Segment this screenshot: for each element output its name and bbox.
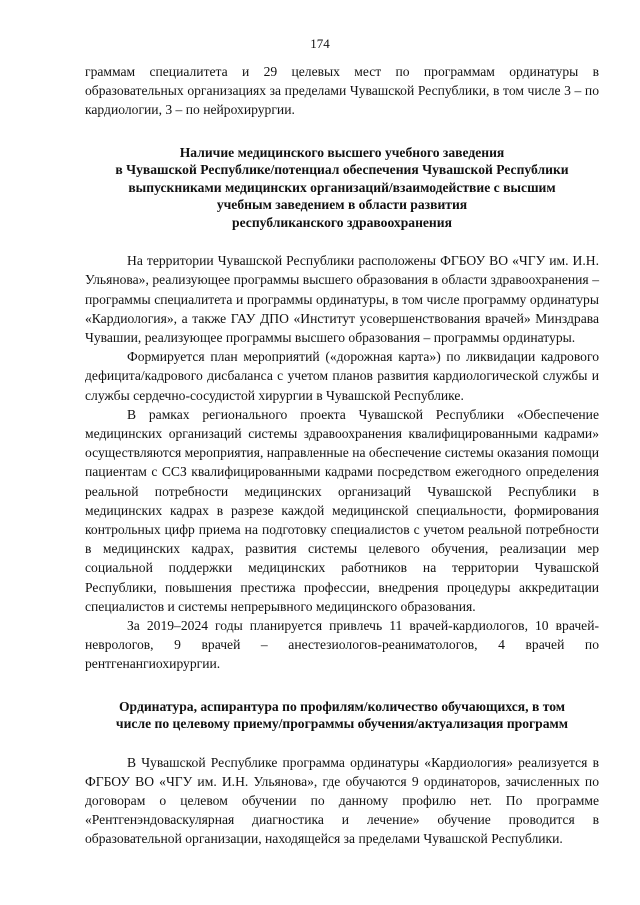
heading-line: Ординатура, аспирантура по профилям/количество обучающихся, в том bbox=[118, 698, 565, 714]
heading-line: выпускниками медицинских организаций/взаимодействие с высшим bbox=[128, 179, 556, 195]
section-1-paragraph-roadmap: Формируется план мероприятий («дорожная карта») по ликвидации кадрового дефицита/кадрового дисбаланса с учетом планов развития кардиологической службы и службы сердечно-сосудистой хирургии в Чувашской Республике. bbox=[85, 349, 599, 403]
heading-line: учебным заведением в области развития bbox=[216, 197, 468, 213]
section-1-heading bbox=[85, 144, 599, 232]
heading-line: Наличие медицинского высшего учебного заведения bbox=[179, 144, 505, 160]
section-1-paragraph-universities: На территории Чувашской Республики расположены ФГБОУ ВО «ЧГУ им. И.Н. Ульянова», реализующее программы высшего образования в области здравоохранения – программы специалитета и программы ординатуры, в том числе программу ординатуры «Кардиология», а также ГАУ ДПО «Институт усовершенствования врачей» Минздрава Чувашии, реализующее программы высшего образования – программы ординатуры. bbox=[85, 253, 599, 345]
heading-line: числе по целевому приему/программы обучения/актуализация программ bbox=[115, 716, 569, 732]
intro-paragraph: граммам специалитета и 29 целевых мест по программам ординатуры в образовательных организациях за пределами Чувашской Республики, в том числе 3 – по кардиологии, 3 – по нейрохирургии. bbox=[85, 64, 599, 118]
section-1-paragraph-regional-project: В рамках регионального проекта Чувашской Республики «Обеспечение медицинских организаций системы здравоохранения квалифицированными кадрами» осуществляются мероприятия, направленные на обеспечение системы оказания помощи пациентам с ССЗ квалифицированными кадрами посредством ежегодного определения реальной потребности медицинских организаций Чувашской Республики в медицинских кадрах в разрезе каждой медицинской специальности, формирования контрольных цифр приема на подготовку специалистов с учетом реальной потребности в медицинских кадрах, развития системы целевого обучения, реализации мер социальной поддержки медицинских работников на территории Чувашской Республики, повышения престижа профессии, внедрения процедуры аккредитации специалистов и системы непрерывного медицинского образования. bbox=[85, 406, 599, 614]
section-2-paragraph-residency: В Чувашской Республике программа ординатуры «Кардиология» реализуется в ФГБОУ ВО «ЧГУ им. И.Н. Ульянова», где обучаются 9 ординаторов, зачисленных по договорам о целевом обучении по данному профилю нет. По программе «Рентгенэндоваскулярная диагностика и лечение» обучение проводится в образовательной организации, находящейся за пределами Чувашской Республики. bbox=[85, 754, 599, 847]
heading-line: в Чувашской Республике/потенциал обеспечения Чувашской Республики bbox=[115, 162, 569, 178]
document-body bbox=[85, 62, 599, 849]
section-1-paragraph-recruitment-plan: За 2019–2024 годы планируется привлечь 11 врачей-кардиологов, 10 врачей-неврологов, 9 врачей – анестезиологов-реаниматологов, 4 врачей по рентгенангиохирургии. bbox=[85, 617, 599, 672]
section-2-heading bbox=[85, 698, 599, 733]
page-number: 174 bbox=[310, 36, 330, 51]
heading-line: республиканского здравоохранения bbox=[232, 214, 452, 230]
